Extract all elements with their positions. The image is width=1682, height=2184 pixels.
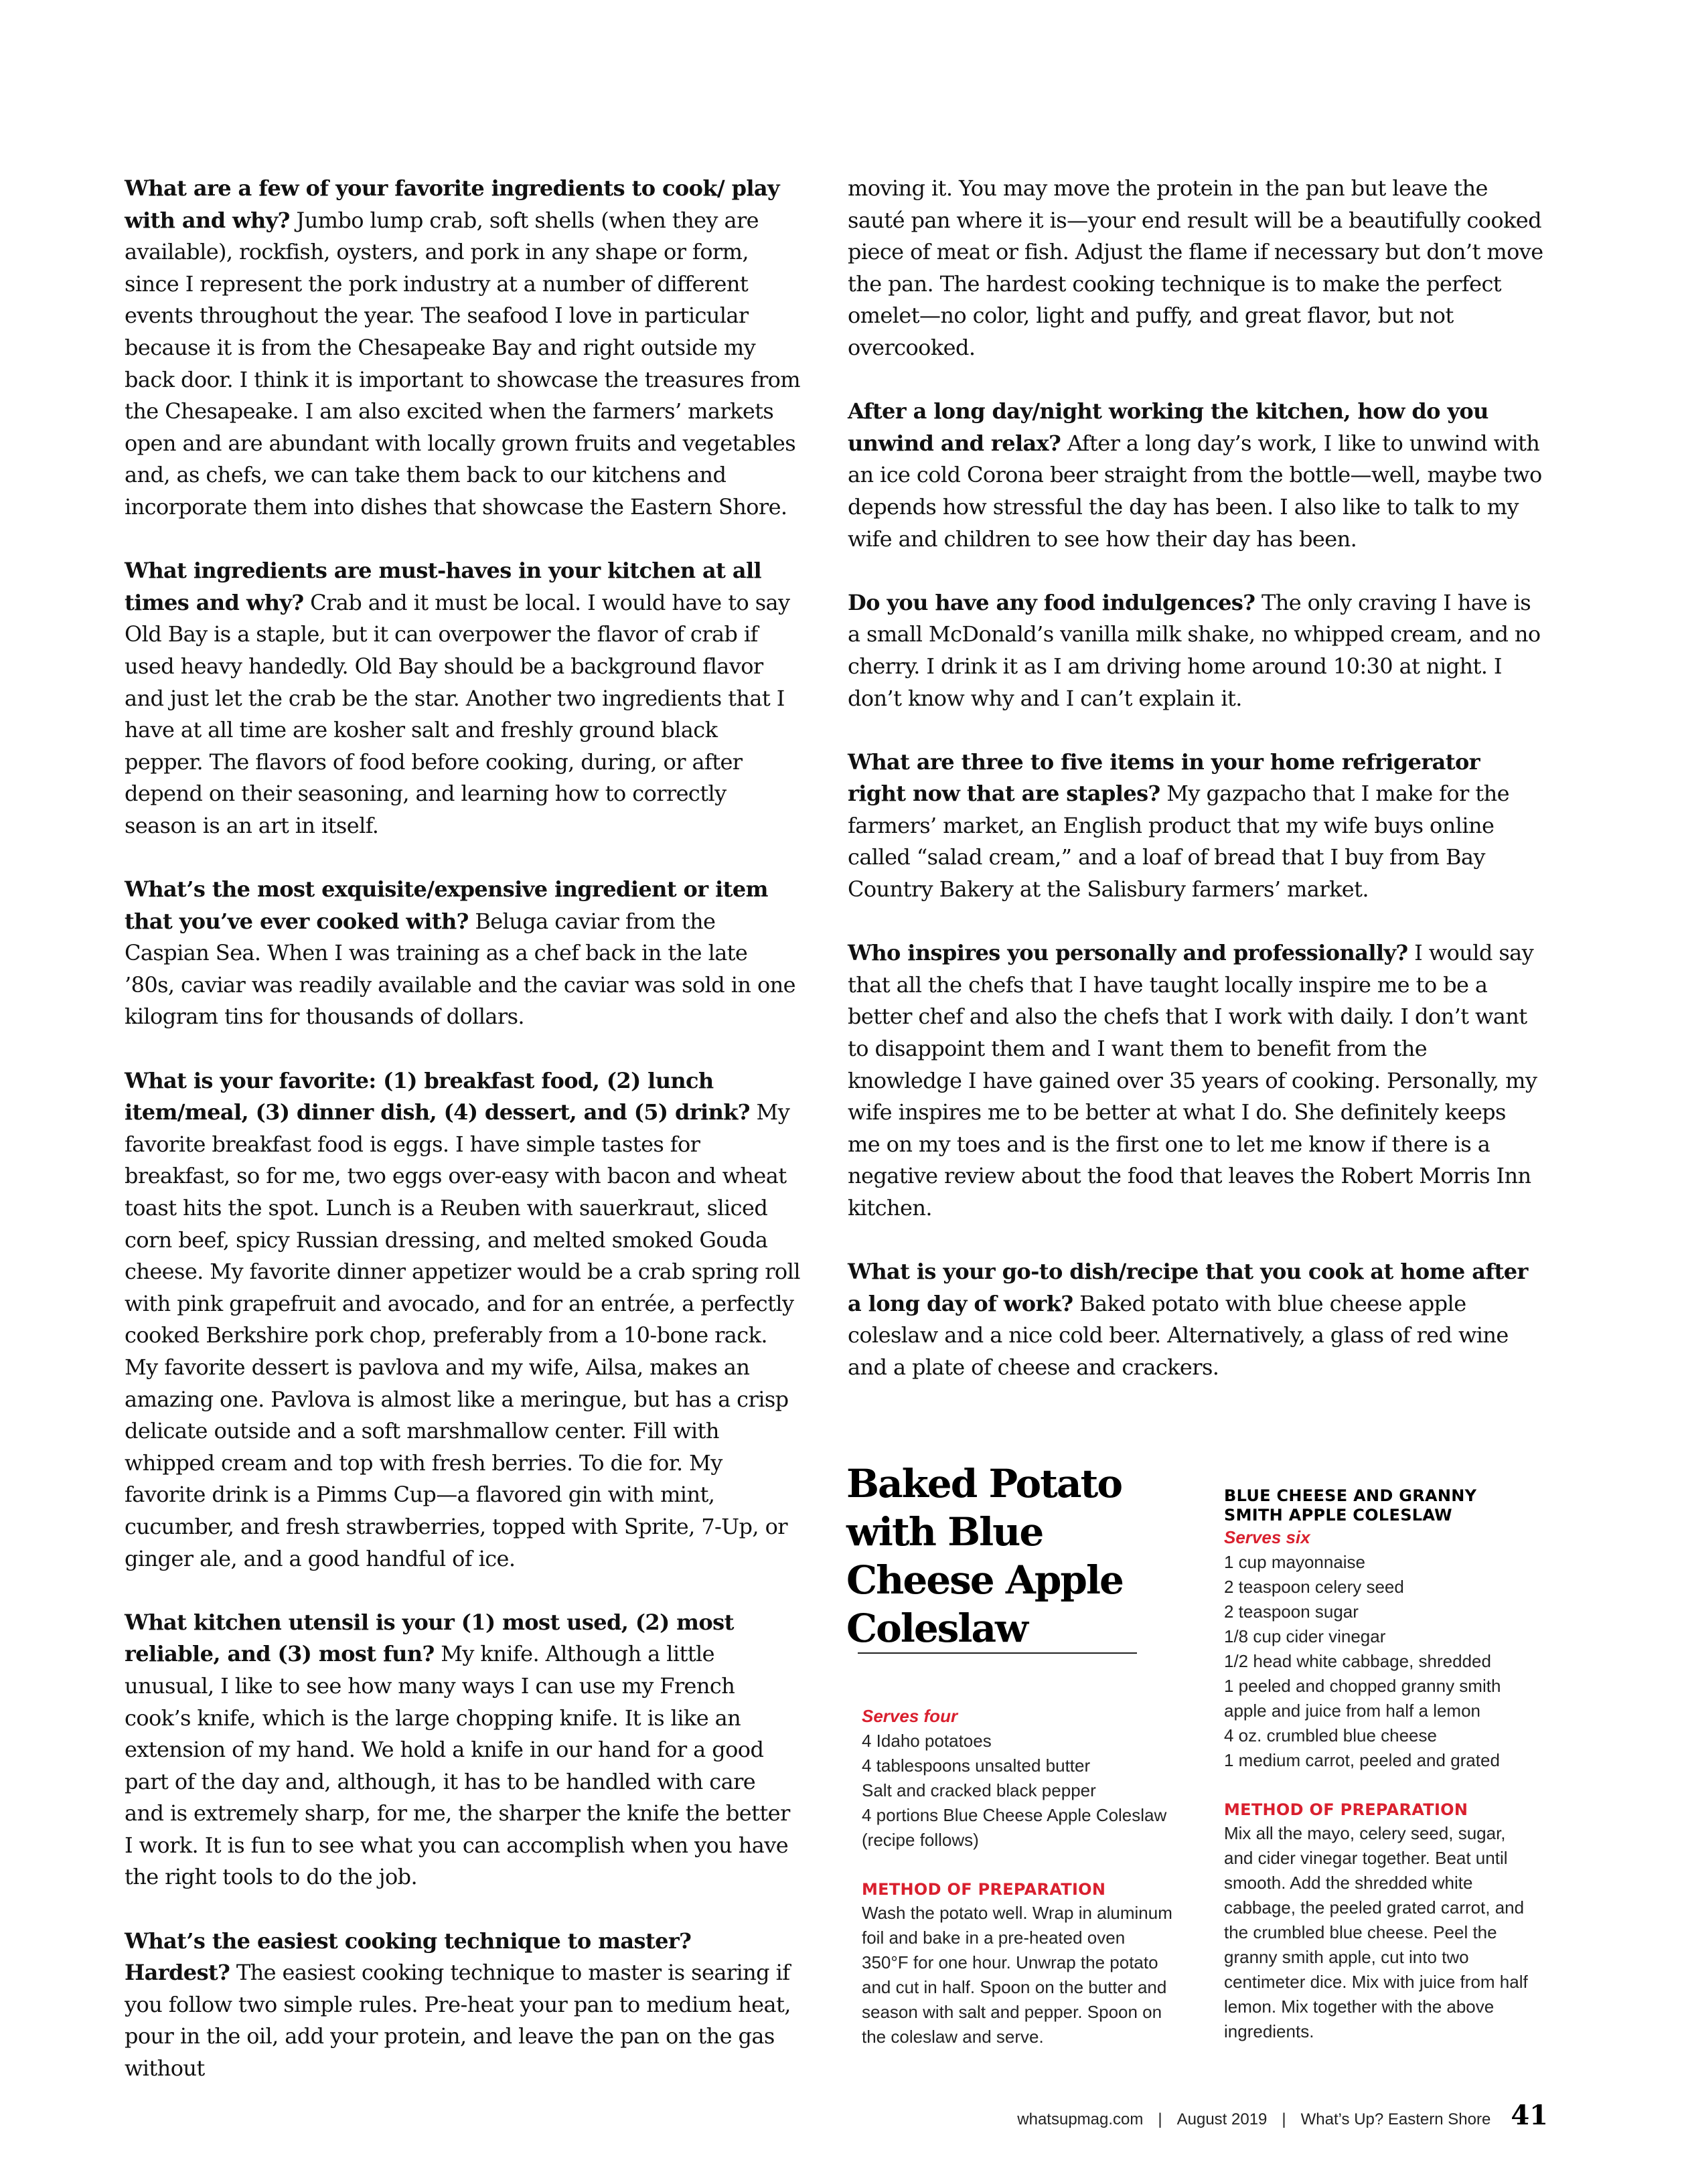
- answer: My knife. Although a little unusual, I like to see how many ways I can use my French cook’s knife, which is the large chopping knife. It is like an extension of my hand. We hold a knife in our hand for a good part of the day and, although, it has to be handled with care and is extremely sharp, for me, the sharper the knife the better I work. It is fun to see what you can accomplish when you have the right tools to do the job.: [125, 1641, 790, 1890]
- qa-item: [125, 555, 801, 842]
- ingredient: 1/8 cup cider vinegar: [1224, 1626, 1386, 1646]
- question: What are three to five items in your home refrigerator right now that are staples?: [848, 749, 1480, 807]
- ingredient: 1/2 head white cabbage, shredded: [1224, 1651, 1491, 1671]
- answer: Jumbo lump crab, soft shells (when they are available), rockfish, oysters, and pork in any shape or form, since I represent the pork industry at a number of different events throughout the year. The seafood I love in particular because it is from the Chesapeake Bay and right outside my back door. I think it is important to showcase the treasures from the Chesapeake. I am also excited when the farmers’ markets open and are abundant with locally grown fruits and vegetables and, as chefs, we can take them back to our kitchens and incorporate them into dishes that showcase the Eastern Shore.: [125, 207, 801, 520]
- coleslaw-recipe: [1224, 1486, 1539, 2044]
- answer: Crab and it must be local. I would have to say Old Bay is a staple, but it can overpower the flavor of crab if used heavy handedly. Old Bay should be a background flavor and just let the crab be the star. Another two ingredients that I have at all time are kosher salt and freshly ground black pepper. The flavors of food before cooking, during, or after depend on their seasoning, and learning how to correctly season is an art in itself.: [125, 589, 790, 838]
- question: What’s the easiest cooking technique to master? Hardest?: [125, 1928, 692, 1986]
- answer: After a long day’s work, I like to unwind with an ice cold Corona beer straight from the bottle—well, maybe two depends how stressful the day has been. I also like to talk to my wife and children to see how their day has been.: [848, 430, 1542, 552]
- answer: Baked potato with blue cheese apple coleslaw and a nice cold beer. Alternatively, a glass of red wine and a plate of cheese and crackers.: [848, 1290, 1509, 1380]
- answer: My favorite breakfast food is eggs. I have simple tastes for breakfast, so for me, two eggs over-easy with bacon and wheat toast hits the spot. Lunch is a Reuben with sauerkraut, sliced corn beef, spicy Russian dressing, and melted smoked Gouda cheese. My favorite dinner appetizer would be a crab spring roll with pink grapefruit and avocado, and for an entrée, a perfectly cooked Berkshire pork chop, preferably from a 10-bone rack. My favorite dessert is pavlova and my wife, Ailsa, makes an amazing one. Pavlova is almost like a meringue, but has a crisp delicate outside and a soft marshmallow center. Fill with whipped cream and top with fresh berries. To die for. My favorite drink is a Pimms Cup—a flavored gin with mint, cucumber, and fresh strawberries, topped with Sprite, 7-Up, or ginger ale, and a good handful of ice.: [125, 1099, 800, 1571]
- answer: I would say that all the chefs that I have taught locally inspire me to be a better chef and also the chefs that I work with daily. I don’t want to disappoint them and I want them to benefit from the knowledge I have gained over 35 years of cooking. Personally, my wife inspires me to be better at what I do. She definitely keeps me on my toes and is the first one to let me know if there is a negative review about the food that leaves the Robert Morris Inn kitchen.: [848, 940, 1537, 1221]
- issue-date: August 2019: [1176, 2110, 1268, 2128]
- publication-name: What’s Up? Eastern Shore: [1300, 2110, 1491, 2128]
- footer-separator: |: [1158, 2110, 1162, 2128]
- qa-item: [848, 587, 1544, 714]
- ingredient: 4 Idaho potatoes: [862, 1731, 992, 1751]
- answer: The easiest cooking technique to master is searing if you follow two simple rules. Pre-heat your pan to medium heat, pour in the oil, add your protein, and leave the pan on the gas without: [125, 1960, 791, 2082]
- qa-item: [848, 937, 1544, 1224]
- ingredient: 2 teaspoon sugar: [1224, 1602, 1359, 1622]
- qa-item: [125, 1607, 801, 1893]
- ingredient: 2 teaspoon celery seed: [1224, 1577, 1404, 1597]
- method-heading: METHOD OF PREPARATION: [862, 1880, 1106, 1899]
- ingredient: 4 portions Blue Cheese Apple Coleslaw (recipe follows): [862, 1805, 1167, 1850]
- page-number: 41: [1511, 2100, 1548, 2131]
- answer: Beluga caviar from the Caspian Sea. When I was training as a chef back in the late ’80s, caviar was readily available and the caviar was sold in one kilogram tins for thousands of dollars.: [125, 908, 795, 1030]
- question: What’s the most exquisite/expensive ingredient or item that you’ve ever cooked with?: [125, 876, 768, 934]
- question: After a long day/night working the kitchen, how do you unwind and relax?: [848, 398, 1488, 456]
- recipe-title: Baked Potato with Blue Cheese Apple Coleslaw: [846, 1461, 1123, 1651]
- qa-item: [848, 747, 1544, 906]
- answer: My gazpacho that I make for the farmers’ market, an English product that my wife buys online called “salad cream,” and a loaf of bread that I buy from Bay Country Bakery at the Salisbury farmers’ market.: [848, 781, 1509, 903]
- ingredient: 1 peeled and chopped granny smith apple and juice from half a lemon: [1224, 1676, 1501, 1721]
- qa-item: [125, 173, 801, 524]
- qa-item: [125, 1065, 801, 1575]
- coleslaw-title: BLUE CHEESE AND GRANNY SMITH APPLE COLESLAW: [1224, 1486, 1477, 1525]
- question: Who inspires you personally and professionally?: [848, 940, 1408, 966]
- right-column: [848, 173, 1544, 1415]
- page-footer: [1017, 2100, 1548, 2131]
- question: What is your go-to dish/recipe that you cook at home after a long day of work?: [848, 1259, 1528, 1316]
- main-recipe: [862, 1704, 1176, 2049]
- website-link[interactable]: whatsupmag.com: [1017, 2110, 1144, 2128]
- question: What are a few of your favorite ingredients to cook/ play with and why?: [125, 175, 780, 233]
- qa-item: [125, 1926, 801, 2085]
- question: Do you have any food indulgences?: [848, 589, 1255, 615]
- recipe-divider: [858, 1652, 1137, 1654]
- qa-item: [848, 1256, 1544, 1383]
- method-heading: METHOD OF PREPARATION: [1224, 1800, 1468, 1819]
- answer: The only craving I have is a small McDonald’s vanilla milk shake, no whipped cream, and no cherry. I drink it as I am driving home around 10:30 at night. I don’t know why and I can’t explain it.: [848, 589, 1541, 711]
- serves-label: Serves six: [1224, 1527, 1310, 1547]
- ingredient: 4 tablespoons unsalted butter: [862, 1756, 1091, 1776]
- question: What is your favorite: (1) breakfast food, (2) lunch item/meal, (3) dinner dish, (4) dessert, and (5) drink?: [125, 1067, 750, 1125]
- answer-continuation: moving it. You may move the protein in the pan but leave the sauté pan where it is—your end result will be a beautifully cooked piece of meat or fish. Adjust the flame if necessary but don’t move the pan. The hardest cooking technique is to make the perfect omelet—no color, light and puffy, and great flavor, but not overcooked.: [848, 175, 1543, 360]
- qa-item: [125, 874, 801, 1033]
- serves-label: Serves four: [862, 1706, 958, 1726]
- method-text: Mix all the mayo, celery seed, sugar, and cider vinegar together. Beat until smooth. Add the shredded white cabbage, the peeled grated carrot, and the crumbled blue cheese. Peel the granny smith apple, cut into two centimeter dice. Mix with juice from half lemon. Mix together with the above ingredients.: [1224, 1823, 1528, 2041]
- qa-item: [848, 396, 1544, 555]
- method-text: Wash the potato well. Wrap in aluminum foil and bake in a pre-heated oven 350°F for one hour. Unwrap the potato and cut in half. Spoon on the butter and season with salt and pepper. Spoon on the coleslaw and serve.: [862, 1903, 1172, 2047]
- question: What kitchen utensil is your (1) most used, (2) most reliable, and (3) most fun?: [125, 1609, 734, 1667]
- left-column: [125, 173, 801, 2116]
- ingredient: 1 medium carrot, peeled and grated: [1224, 1750, 1500, 1770]
- ingredient: 4 oz. crumbled blue cheese: [1224, 1725, 1437, 1745]
- ingredient: Salt and cracked black pepper: [862, 1780, 1096, 1800]
- footer-separator: |: [1282, 2110, 1286, 2128]
- ingredient: 1 cup mayonnaise: [1224, 1552, 1366, 1572]
- question: What ingredients are must-haves in your kitchen at all times and why?: [125, 558, 762, 615]
